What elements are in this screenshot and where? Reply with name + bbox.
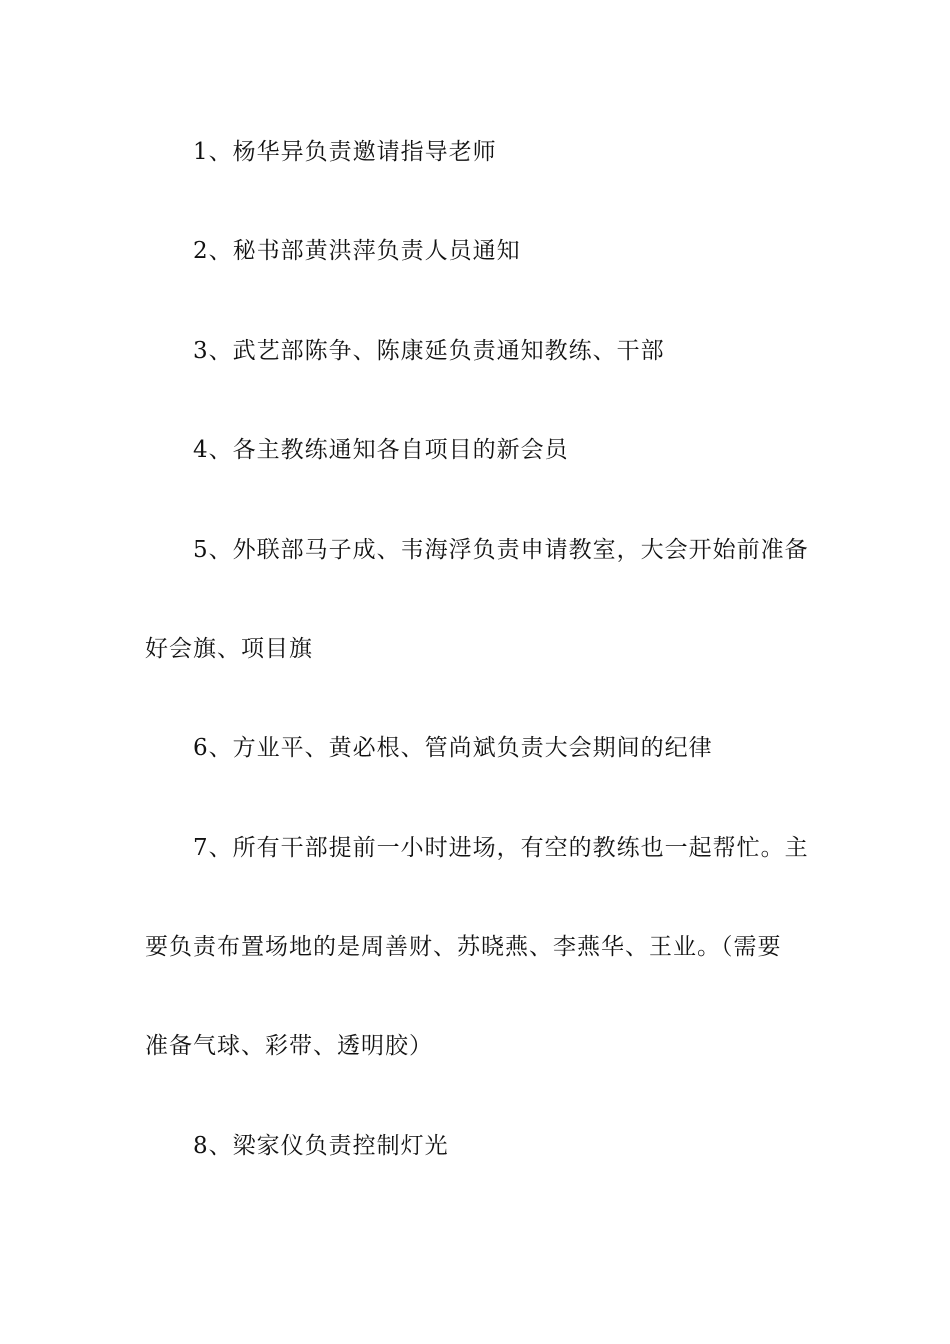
item-3-text: 3、武艺部陈争、陈康延负责通知教练、干部: [193, 338, 665, 364]
item-7-text-continued-1: 要负责布置场地的是周善财、苏晓燕、李燕华、王业。（需要: [145, 934, 782, 960]
item-7-text: 7、所有干部提前一小时进场，有空的教练也一起帮忙。主: [193, 835, 809, 861]
item-5-text-continued: 好会旗、项目旗: [145, 636, 313, 662]
item-4-text: 4、各主教练通知各自项目的新会员: [193, 437, 569, 463]
item-5-text: 5、外联部马子成、韦海浮负责申请教室，大会开始前准备: [193, 537, 809, 563]
item-8-text: 8、梁家仪负责控制灯光: [193, 1133, 449, 1159]
item-7-text-continued-2: 准备气球、彩带、透明胶）: [145, 1033, 433, 1059]
item-2-text: 2、秘书部黄洪萍负责人员通知: [193, 238, 521, 264]
item-1-text: 1、杨华异负责邀请指导老师: [193, 139, 497, 165]
item-6-text: 6、方业平、黄必根、管尚斌负责大会期间的纪律: [193, 735, 713, 761]
